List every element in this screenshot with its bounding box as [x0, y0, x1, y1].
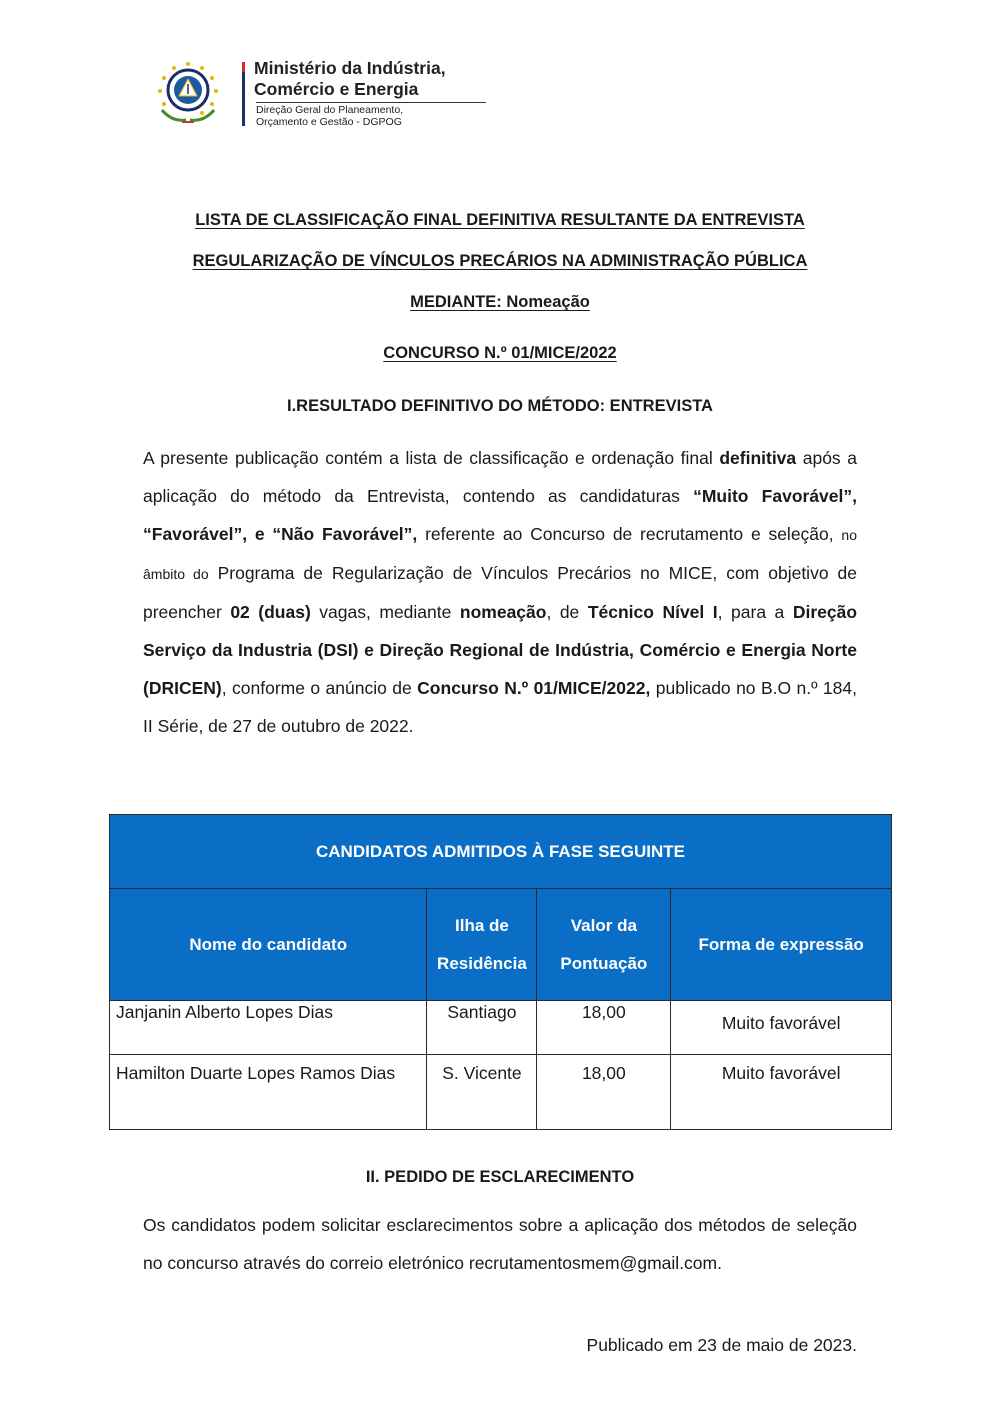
section-1-title: I.RESULTADO DEFINITIVO DO MÉTODO: ENTREVISTA — [287, 397, 713, 415]
candidate-score: 18,00 — [537, 1055, 671, 1130]
coat-of-arms-icon — [142, 60, 234, 128]
candidate-island: Santiago — [427, 1001, 537, 1055]
candidate-form: Muito favorável — [671, 1055, 892, 1130]
candidate-score: 18,00 — [537, 1001, 671, 1055]
title-line-2: REGULARIZAÇÃO DE VÍNCULOS PRECÁRIOS NA ADMINISTRAÇÃO PÚBLICA — [192, 252, 808, 270]
department-name: Direção Geral do Planeamento, Orçamento e Gestão - DGPOG — [256, 104, 404, 128]
column-header-island: Ilha de Residência — [427, 889, 537, 1001]
table-caption: CANDIDATOS ADMITIDOS À FASE SEGUINTE — [110, 815, 892, 889]
table-row — [110, 1055, 892, 1130]
separator-accent — [242, 62, 245, 72]
candidate-name: Hamilton Duarte Lopes Ramos Dias — [110, 1055, 427, 1130]
candidate-name: Janjanin Alberto Lopes Dias — [110, 1001, 427, 1055]
letterhead — [142, 58, 502, 128]
title-line-3: MEDIANTE: Nomeação — [410, 293, 590, 311]
column-header-score: Valor da Pontuação — [537, 889, 671, 1001]
candidate-island: S. Vicente — [427, 1055, 537, 1130]
contest-number: CONCURSO N.º 01/MICE/2022 — [383, 344, 617, 362]
column-header-name: Nome do candidato — [110, 889, 427, 1001]
clarification-paragraph: Os candidatos podem solicitar esclarecimentos sobre a aplicação dos métodos de seleção no concurso através do correio eletrónico recrutamentosmem@gmail.com. — [143, 1215, 857, 1273]
ministry-name: Ministério da Indústria, Comércio e Energia — [254, 58, 446, 99]
section-2-title: II. PEDIDO DE ESCLARECIMENTO — [365, 1168, 635, 1186]
publication-date: Publicado em 23 de maio de 2023. — [586, 1335, 857, 1355]
candidate-form — [671, 1001, 892, 1055]
intro-paragraph: A presente publicação contém a lista de classificação e ordenação final definitiva após a aplicação do método da Entrevista, contendo as candidaturas “Muito Favorável”, “Favorável”, e “Não Favorável”, referente ao Concurso de recrutamento e seleção, no âmbito do Programa de Regularização de Vínculos Precários no MICE, com objetivo de preencher 02 (duas) vagas, mediante nomeação, de Técnico Nível I, para a Direção Serviço da Industria (DSI) e Direção Regional de Indústria, Comércio e Energia Norte (DRICEN), conforme o anúncio de Concurso N.º 01/MICE/2022, publicado no B.O n.º 184, II Série, de 27 de outubro de 2022. — [143, 448, 858, 736]
title-line-1: LISTA DE CLASSIFICAÇÃO FINAL DEFINITIVA RESULTANTE DA ENTREVISTA — [195, 211, 805, 229]
candidate-form-value: Muito favorável — [721, 1013, 841, 1033]
column-header-form: Forma de expressão — [671, 889, 892, 1001]
candidates-table — [109, 814, 892, 1130]
table-row — [110, 1001, 892, 1055]
divider — [256, 102, 486, 103]
